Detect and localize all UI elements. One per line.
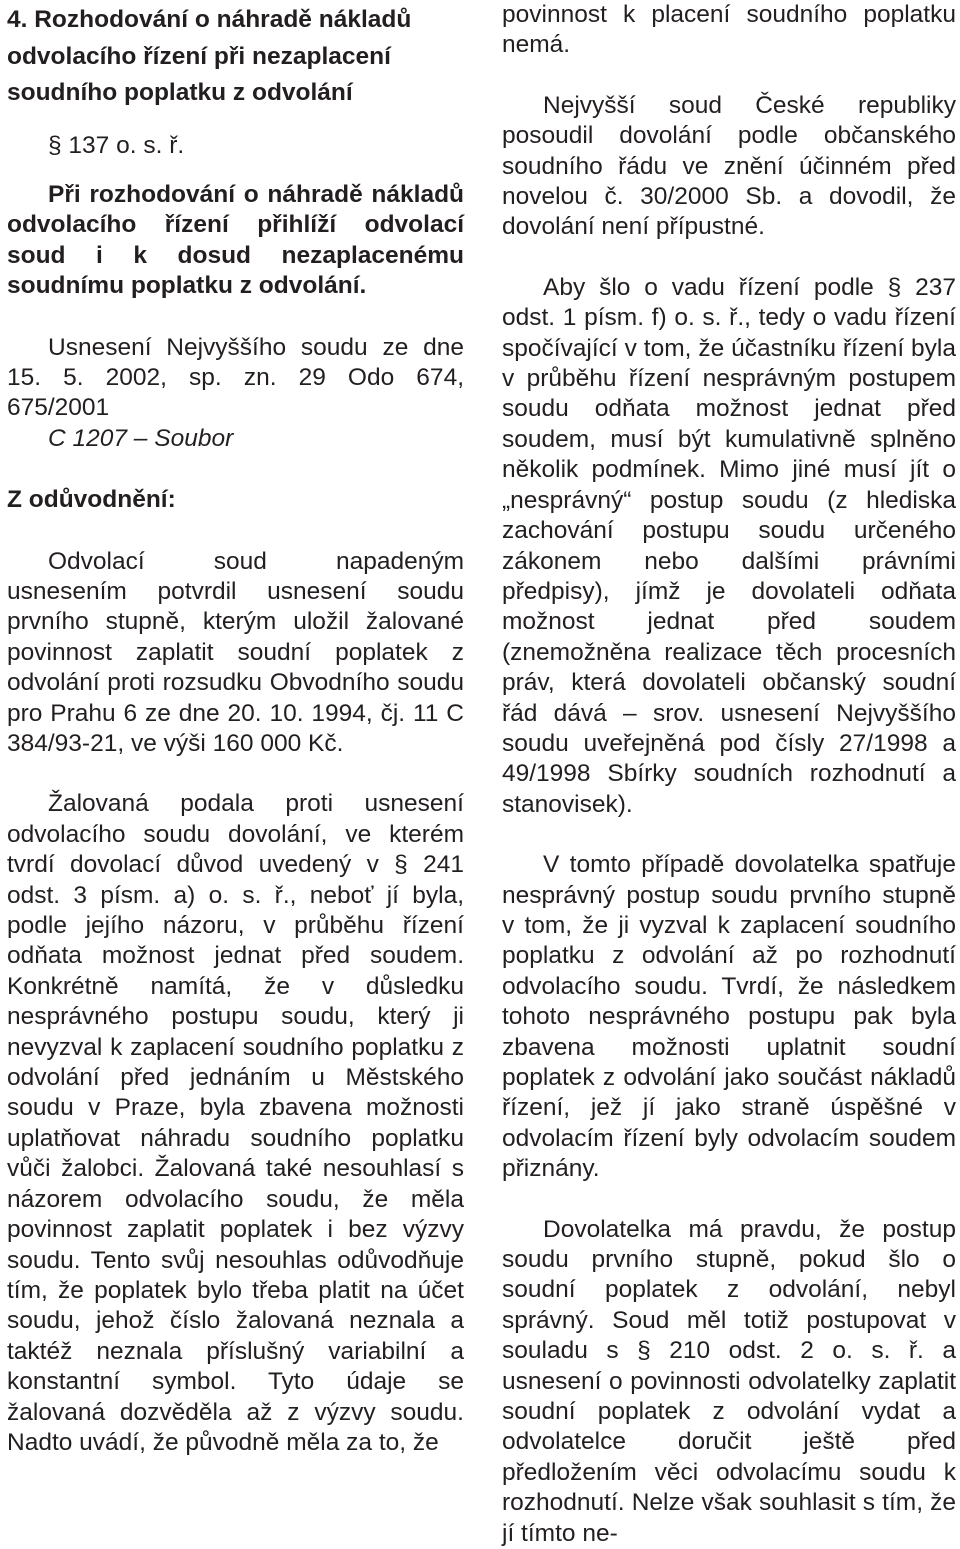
right-paragraph-4: Dovolatelka má pravdu, že postup soudu prvního stupně, pokud šlo o soudní poplatek z odvolání, nebyl správný. Soud měl totiž postupovat v souladu s § 210 odst. 2 o. s. ř. a usnesení o povinnosti odvolatelky zaplatit soudní poplatek z odvolání vydat a odvolatelce doručit ještě před předložením věci odvolacímu soudu k rozhodnutí. Nelze však souhlasit s tím, že jí tímto ne- bbox=[502, 1215, 956, 1547]
right-paragraph-2: Aby šlo o vadu řízení podle § 237 odst. 1 písm. f) o. s. ř., tedy o vadu řízení spočívající v tom, že účastníku řízení byla v průběhu řízení nesprávným postupem soudu odňata možnost jednat před soudem, musí být kumulativně splněno několik podmínek. Mimo jiné musí jít o „nesprávný“ postup soudu (z hlediska zachování postupu soudu určeného zákonem nebo dalšími právními předpisy), jímž je dovolateli odňata možnost jednat před soudem (znemožněna realizace těch procesních práv, která dovolateli občanský soudní řád dává – srov. usnesení Nejvyššího soudu uveřejněná pod čísly 27/1998 a 49/1998 Sbírky soudních rozhodnutí a stanovisek). bbox=[502, 273, 956, 818]
right-column bbox=[502, 0, 956, 1549]
section-heading: 4. Rozhodování o náhradě nákladů odvolacího řízení při nezaplacení soudního poplatku z odvolání bbox=[7, 6, 412, 106]
left-paragraph-2: Žalovaná podala proti usnesení odvolacího soudu dovolání, ve kterém tvrdí dovolací důvod uvedený v § 241 odst. 3 písm. a) o. s. ř., neboť jí byla, podle jejího názoru, v průběhu řízení odňata možnost jednat před soudem. Konkrétně namítá, že v důsledku nesprávného postupu soudu, který ji nevyzval k zaplacení soudního poplatku z odvolání před jednáním u Městského soudu v Praze, byla zbavena možnosti uplatňovat náhradu soudního poplatku vůči žalobci. Žalovaná také nesouhlasí s názorem odvolacího soudu, že měla povinnost zaplatit poplatek i bez výzvy soudu. Tento svůj nesouhlas odůvodňuje tím, že poplatek bylo třeba platit na účet soudu, jehož číslo žalovaná neznala a taktéž neznala příslušný variabilní a konstantní symbol. Tyto údaje se žalovaná dozvěděla až z výzvy soudu. Nadto uvádí, že původně měla za to, že bbox=[7, 790, 464, 1456]
decision-source: C 1207 – Soubor bbox=[48, 424, 234, 452]
decision-citation: Usnesení Nejvyššího soudu ze dne 15. 5. 2002, sp. zn. 29 Odo 674, 675/2001 bbox=[7, 333, 464, 422]
statute-reference: § 137 o. s. ř. bbox=[48, 131, 185, 159]
left-paragraph-1: Odvolací soud napadeným usnesením potvrdil usnesení soudu prvního stupně, kterým uložil žalované povinnost zaplatit soudní poplatek z odvolání proti rozsudku Obvodního soudu pro Prahu 6 ze dne 20. 10. 1994, čj. 11 C 384/93-21, ve výši 160 000 Kč. bbox=[7, 547, 464, 757]
legal-summary: Při rozhodování o náhradě nákladů odvolacího řízení přihlíží odvolací soud i k dosud nezaplacenému soudnímu poplatku z odvolání. bbox=[7, 180, 464, 300]
right-paragraph-continuation: povinnost k placení soudního poplatku nemá. bbox=[502, 1, 956, 59]
right-paragraph-3: V tomto případě dovolatelka spatřuje nesprávný postup soudu prvního stupně v tom, že ji vyzval k zaplacení soudního poplatku z odvolání až po rozhodnutí odvolacího soudu. Tvrdí, že následkem tohoto nesprávného postupu pak byla zbavena možnosti uplatnit soudní poplatek z odvolání jako součást nákladů řízení, jež jí jako straně úspěšné v odvolacím řízení byly odvolacím soudem přiznány. bbox=[502, 851, 956, 1183]
reasoning-title: Z odůvodnění: bbox=[7, 486, 176, 514]
right-paragraph-1: Nejvyšší soud České republiky posoudil dovolání podle občanského soudního řádu ve znění účinném před novelou č. 30/2000 Sb. a dovodil, že dovolání není přípustné. bbox=[502, 91, 956, 241]
left-column bbox=[7, 0, 464, 1458]
